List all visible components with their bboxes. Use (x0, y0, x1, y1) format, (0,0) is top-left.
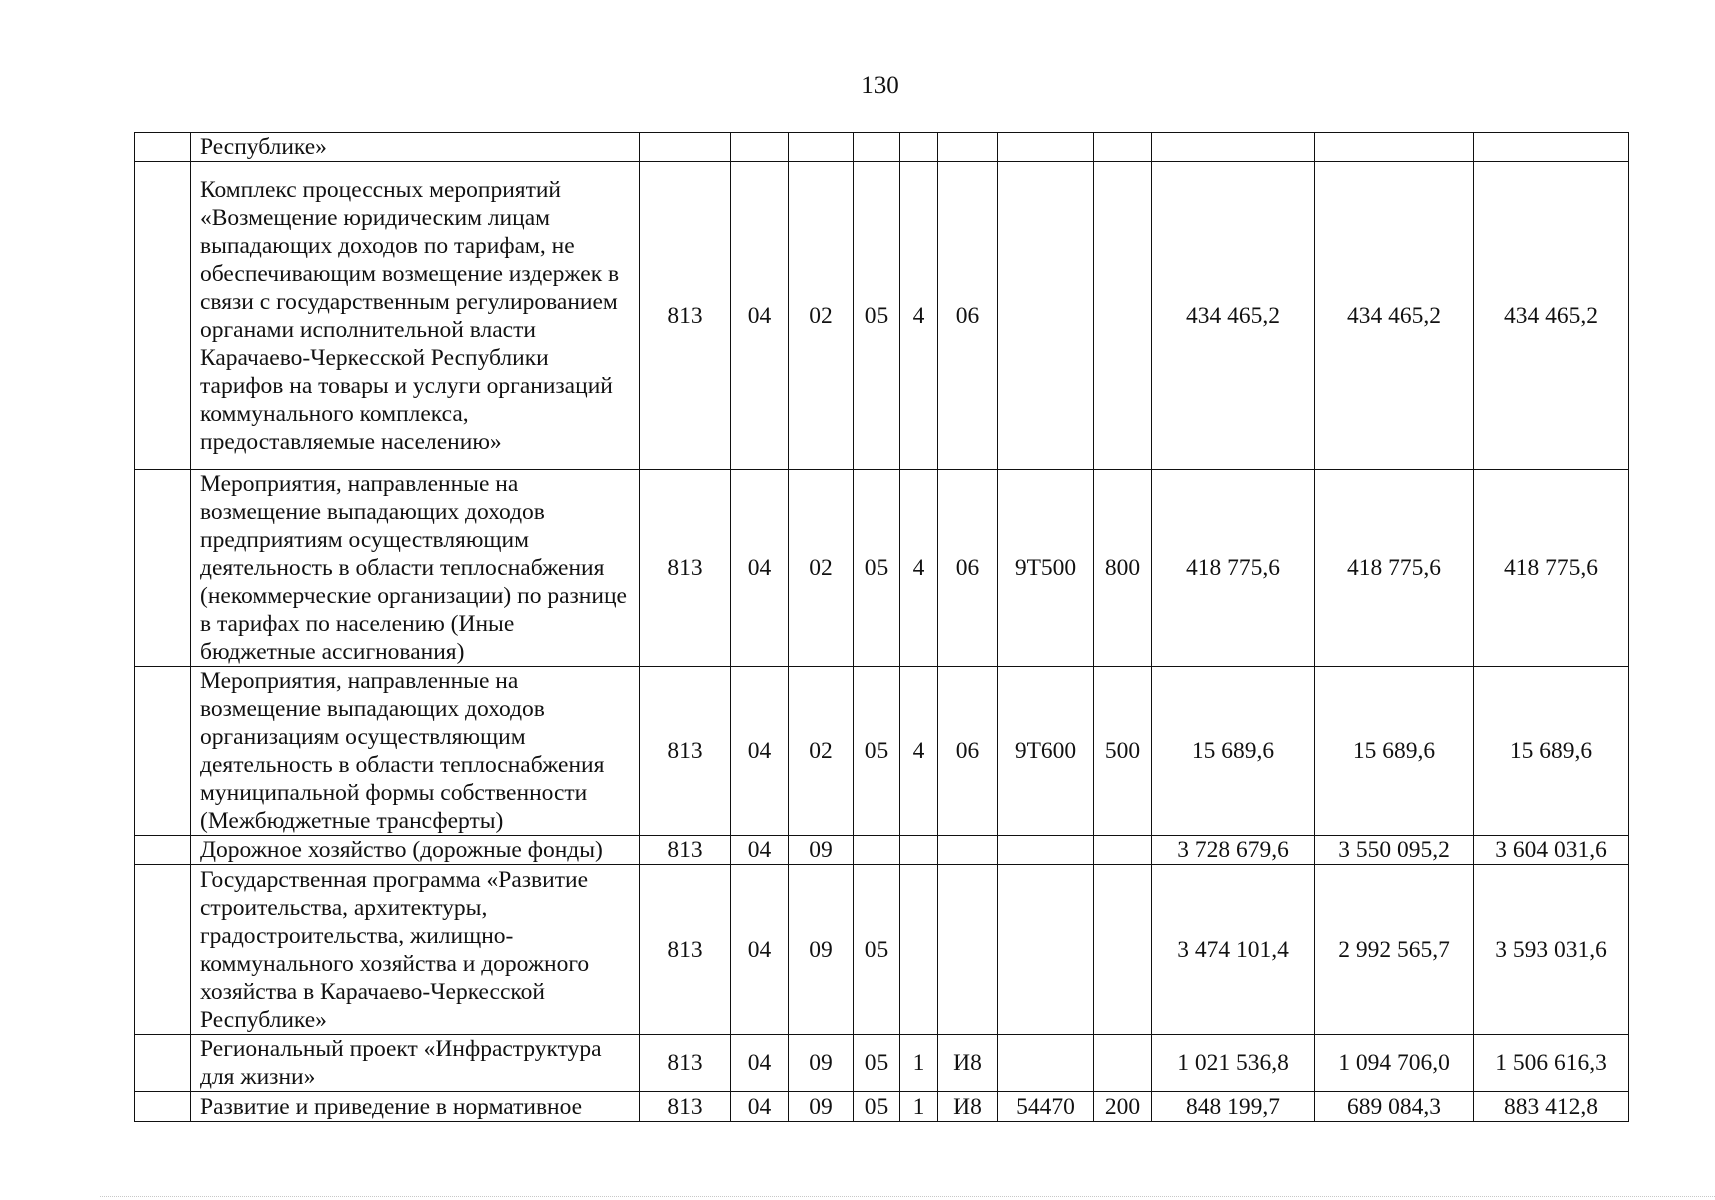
sum-year-3 (1474, 133, 1629, 162)
row-number-cell (135, 162, 191, 470)
code-section (731, 133, 789, 162)
code-item: И8 (938, 1092, 998, 1122)
page-bottom-divider (100, 1196, 1715, 1198)
code-section: 04 (731, 667, 789, 836)
sum-year-2: 2 992 565,7 (1315, 865, 1474, 1035)
code-subprogram (900, 133, 938, 162)
row-name: Республике» (191, 133, 640, 162)
code-subprogram: 4 (900, 162, 938, 470)
code-section: 04 (731, 470, 789, 667)
sum-year-3: 3 604 031,6 (1474, 836, 1629, 865)
sum-year-1 (1152, 133, 1315, 162)
code-direction (998, 865, 1094, 1035)
code-direction (998, 162, 1094, 470)
sum-year-2: 434 465,2 (1315, 162, 1474, 470)
row-number-cell (135, 133, 191, 162)
sum-year-2: 418 775,6 (1315, 470, 1474, 667)
code-item: И8 (938, 1035, 998, 1092)
code-subsection: 09 (789, 1035, 854, 1092)
sum-year-2: 689 084,3 (1315, 1092, 1474, 1122)
code-direction: 9Т600 (998, 667, 1094, 836)
row-number-cell (135, 836, 191, 865)
code-item (938, 133, 998, 162)
code-program: 05 (854, 1092, 900, 1122)
sum-year-1: 434 465,2 (1152, 162, 1315, 470)
code-subsection: 02 (789, 470, 854, 667)
code-section: 04 (731, 1035, 789, 1092)
table-row (135, 836, 1629, 865)
code-subsection: 09 (789, 836, 854, 865)
table-row (135, 1035, 1629, 1092)
code-subprogram: 4 (900, 470, 938, 667)
code-direction: 9Т500 (998, 470, 1094, 667)
row-name: Региональный проект «Инфраструктура для жизни» (191, 1035, 640, 1092)
sum-year-3: 15 689,6 (1474, 667, 1629, 836)
code-section: 04 (731, 865, 789, 1035)
code-expense-type: 800 (1094, 470, 1152, 667)
page-number: 130 (861, 72, 899, 99)
code-subprogram: 1 (900, 1035, 938, 1092)
code-ministry: 813 (640, 470, 731, 667)
code-expense-type: 200 (1094, 1092, 1152, 1122)
code-program: 05 (854, 1035, 900, 1092)
code-program: 05 (854, 162, 900, 470)
row-name: Мероприятия, направленные на возмещение выпадающих доходов предприятиям осуществляющим деятельность в области теплоснабжения (некоммерческие организации) по разнице в тарифах по населению (Иные бюджетные ассигнования) (191, 470, 640, 667)
row-number-cell (135, 667, 191, 836)
code-subprogram: 4 (900, 667, 938, 836)
sum-year-2: 1 094 706,0 (1315, 1035, 1474, 1092)
code-subprogram (900, 865, 938, 1035)
sum-year-1: 418 775,6 (1152, 470, 1315, 667)
row-name: Комплекс процессных мероприятий «Возмещение юридическим лицам выпадающих доходов по тарифам, не обеспечивающим возмещение издержек в связи с государственным регулированием органами исполнительной власти Карачаево-Черкесской Республики тарифов на товары и услуги организаций коммунального комплекса, предоставляемые населению» (191, 162, 640, 470)
code-item: 06 (938, 470, 998, 667)
code-expense-type (1094, 162, 1152, 470)
code-expense-type (1094, 865, 1152, 1035)
row-number-cell (135, 470, 191, 667)
code-direction (998, 133, 1094, 162)
table-row (135, 1092, 1629, 1122)
sum-year-2 (1315, 133, 1474, 162)
code-item (938, 836, 998, 865)
sum-year-3: 418 775,6 (1474, 470, 1629, 667)
code-ministry: 813 (640, 1035, 731, 1092)
code-direction (998, 1035, 1094, 1092)
code-item: 06 (938, 667, 998, 836)
table-row (135, 667, 1629, 836)
code-ministry: 813 (640, 667, 731, 836)
code-program (854, 133, 900, 162)
sum-year-3: 3 593 031,6 (1474, 865, 1629, 1035)
code-ministry: 813 (640, 162, 731, 470)
code-subsection: 02 (789, 162, 854, 470)
code-item (938, 865, 998, 1035)
code-subsection: 02 (789, 667, 854, 836)
table-row (135, 470, 1629, 667)
code-direction (998, 836, 1094, 865)
sum-year-3: 883 412,8 (1474, 1092, 1629, 1122)
table-row (135, 162, 1629, 470)
row-number-cell (135, 1092, 191, 1122)
code-ministry: 813 (640, 836, 731, 865)
code-subsection: 09 (789, 1092, 854, 1122)
code-item: 06 (938, 162, 998, 470)
code-program: 05 (854, 470, 900, 667)
code-expense-type (1094, 1035, 1152, 1092)
sum-year-3: 434 465,2 (1474, 162, 1629, 470)
code-program (854, 836, 900, 865)
code-program: 05 (854, 667, 900, 836)
sum-year-1: 3 728 679,6 (1152, 836, 1315, 865)
code-expense-type (1094, 133, 1152, 162)
code-expense-type (1094, 836, 1152, 865)
code-expense-type: 500 (1094, 667, 1152, 836)
code-subsection (789, 133, 854, 162)
sum-year-1: 848 199,7 (1152, 1092, 1315, 1122)
code-section: 04 (731, 162, 789, 470)
sum-year-1: 3 474 101,4 (1152, 865, 1315, 1035)
row-name: Развитие и приведение в нормативное (191, 1092, 640, 1122)
code-subprogram (900, 836, 938, 865)
sum-year-1: 15 689,6 (1152, 667, 1315, 836)
code-ministry: 813 (640, 1092, 731, 1122)
code-subsection: 09 (789, 865, 854, 1035)
code-section: 04 (731, 1092, 789, 1122)
sum-year-3: 1 506 616,3 (1474, 1035, 1629, 1092)
code-ministry: 813 (640, 865, 731, 1035)
sum-year-2: 3 550 095,2 (1315, 836, 1474, 865)
row-number-cell (135, 865, 191, 1035)
code-program: 05 (854, 865, 900, 1035)
code-subprogram: 1 (900, 1092, 938, 1122)
row-number-cell (135, 1035, 191, 1092)
code-direction: 54470 (998, 1092, 1094, 1122)
row-name: Мероприятия, направленные на возмещение выпадающих доходов организациям осуществляющим деятельность в области теплоснабжения муниципальной формы собственности (Межбюджетные трансферты) (191, 667, 640, 836)
row-name: Дорожное хозяйство (дорожные фонды) (191, 836, 640, 865)
sum-year-2: 15 689,6 (1315, 667, 1474, 836)
budget-table (134, 132, 1629, 1122)
code-section: 04 (731, 836, 789, 865)
sum-year-1: 1 021 536,8 (1152, 1035, 1315, 1092)
table-row (135, 133, 1629, 162)
table-row (135, 865, 1629, 1035)
row-name: Государственная программа «Развитие строительства, архитектуры, градостроительства, жилищно-коммунального хозяйства и дорожного хозяйства в Карачаево-Черкесской Республике» (191, 865, 640, 1035)
code-ministry (640, 133, 731, 162)
